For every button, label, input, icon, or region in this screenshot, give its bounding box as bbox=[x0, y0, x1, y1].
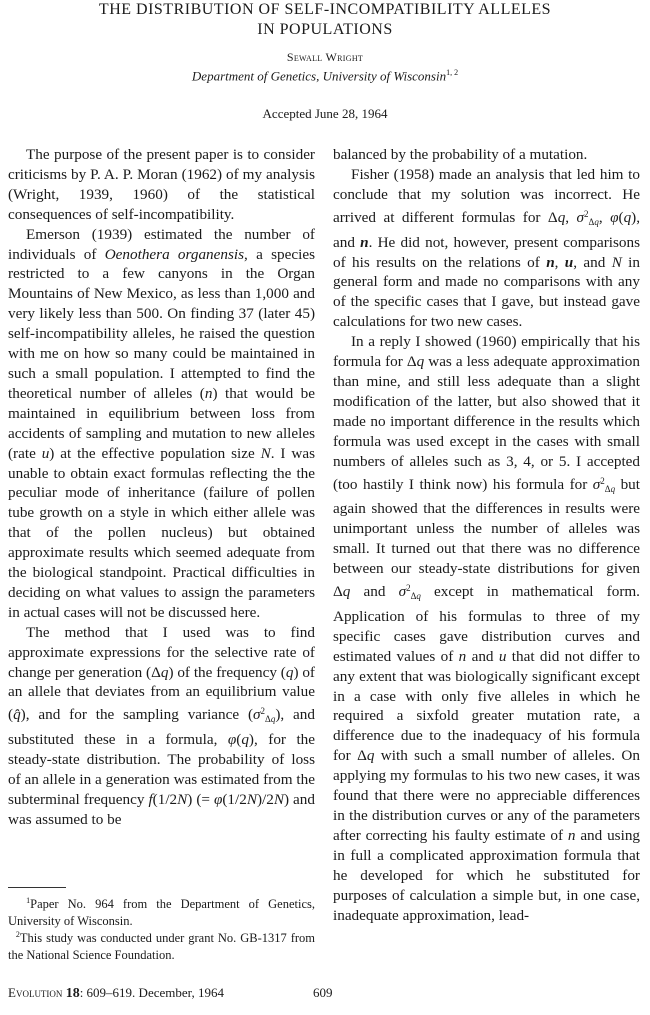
right-column bbox=[333, 145, 640, 925]
paragraph: balanced by the probability of a mutation. bbox=[333, 146, 588, 163]
footnote-2: $^2$This study was conducted under grant No. GB-1317 from the National Science Foundation. bbox=[8, 930, 315, 962]
title-line-2: IN POPULATIONS bbox=[257, 21, 393, 38]
accepted-date: Accepted June 28, 1964 bbox=[262, 106, 388, 121]
journal-citation: Evolution 18: 609–619. December, 1964 bbox=[8, 985, 224, 1001]
footnote-rule bbox=[8, 887, 66, 888]
paragraph: The purpose of the present paper is to consider criticisms by P. A. P. Moran (1962) of my analysis (Wright, 1939, 1960) of the statistical consequences of self-incompatibility. bbox=[8, 146, 315, 223]
paragraph: Emerson (1939) estimated the number of individuals of Oenothera organensis, a species restricted to a few canyons in the Organ Mountains of New Mexico, as less than 1,000 and very likely less than 500. On finding 37 (later 45) self-incompatibility alleles, he raised the question with me on how so many could be maintained in such a small population. I attempted to find the theoretical number of alleles (n) that would be maintained in equilibrium between loss from accidents of sampling and mutation to new alleles (rate u) at the effective population size N. I was unable to obtain exact formulas reflecting the the peculiar mode of inheritance (failure of pollen tube growth on a style in which either allele was that of the pollen nucleus) but obtained approximate results which seemed adequate from the biological standpoint. Practical difficulties in deciding on what values to assign the parameters in actual cases will not be discussed here. bbox=[8, 225, 315, 621]
page-number: 609 bbox=[313, 985, 333, 1000]
paragraph: In a reply I showed (1960) empirically that his formula for Δq was a less adequate approximation than mine, and still less adequate than a slight modification of the latter, but also showed that it made no important difference in the results which formula was used except in the cases with small numbers of alleles such as 3, 4, or 5. I accepted (too hastily I think now) his formula for $\sigma^2_{\Delta q}$ but again showed that the differences in results were unimportant unless the number of alleles was small. It turned out that there was no difference between our steady-state distributions for given Δq and $\sigma^2_{\Delta q}$ except in mathematical form. Application of his formulas to three of my specific cases gave distribution curves and estimated values of n and u that did not differ to any extent that was biologically significant except in a case with only five alleles in which he required a sixfold greater mutation rate, a difference due to the inadequacy of his formula for Δq with such a small number of alleles. On applying my formulas to his two new cases, it was found that there were no appreciable differences in the distribution curves or any of the parameters after correcting his faulty estimate of n and using in full a complicated approximation formula that he developed for which he substituted for purposes of calculation a simple but, in one case, inadequate approximation, lead- bbox=[333, 333, 641, 924]
affiliation: Department of Genetics, University of Wisconsin$^{1, 2}$ bbox=[191, 68, 459, 84]
title-line-1: THE DISTRIBUTION OF SELF-INCOMPATIBILITY ALLELES bbox=[98, 1, 552, 18]
paragraph: The method that I used was to find approximate expressions for the selective rate of change per generation (Δq) of the frequency (q) of an allele that deviates from an equilibrium value (q̂), and for the sampling variance $(\sigma^2_{\Delta q})$, and substituted these in a formula, φ(q), for the steady-state distribution. The probability of loss of an allele in a generation was estimated from the subterminal frequency f(1/2N) (= φ(1/2N)/2N) and was assumed to be bbox=[8, 623, 315, 828]
footnote-1: $^1$Paper No. 964 from the Department of Genetics, University of Wisconsin. bbox=[8, 896, 315, 928]
left-column bbox=[8, 145, 315, 830]
author: Sewall Wright bbox=[286, 50, 364, 64]
paragraph: Fisher (1958) made an analysis that led him to conclude that my solution was incorrect. He arrived at different formulas for Δq, $\sigma^2_{\Delta q}$, φ(q), and n. He did not, however, present comparisons of his results on the relations of n, u, and N in general form and made no comparisons with any of the specific cases that I gave, but instead gave calculations for two new cases. bbox=[333, 165, 641, 331]
